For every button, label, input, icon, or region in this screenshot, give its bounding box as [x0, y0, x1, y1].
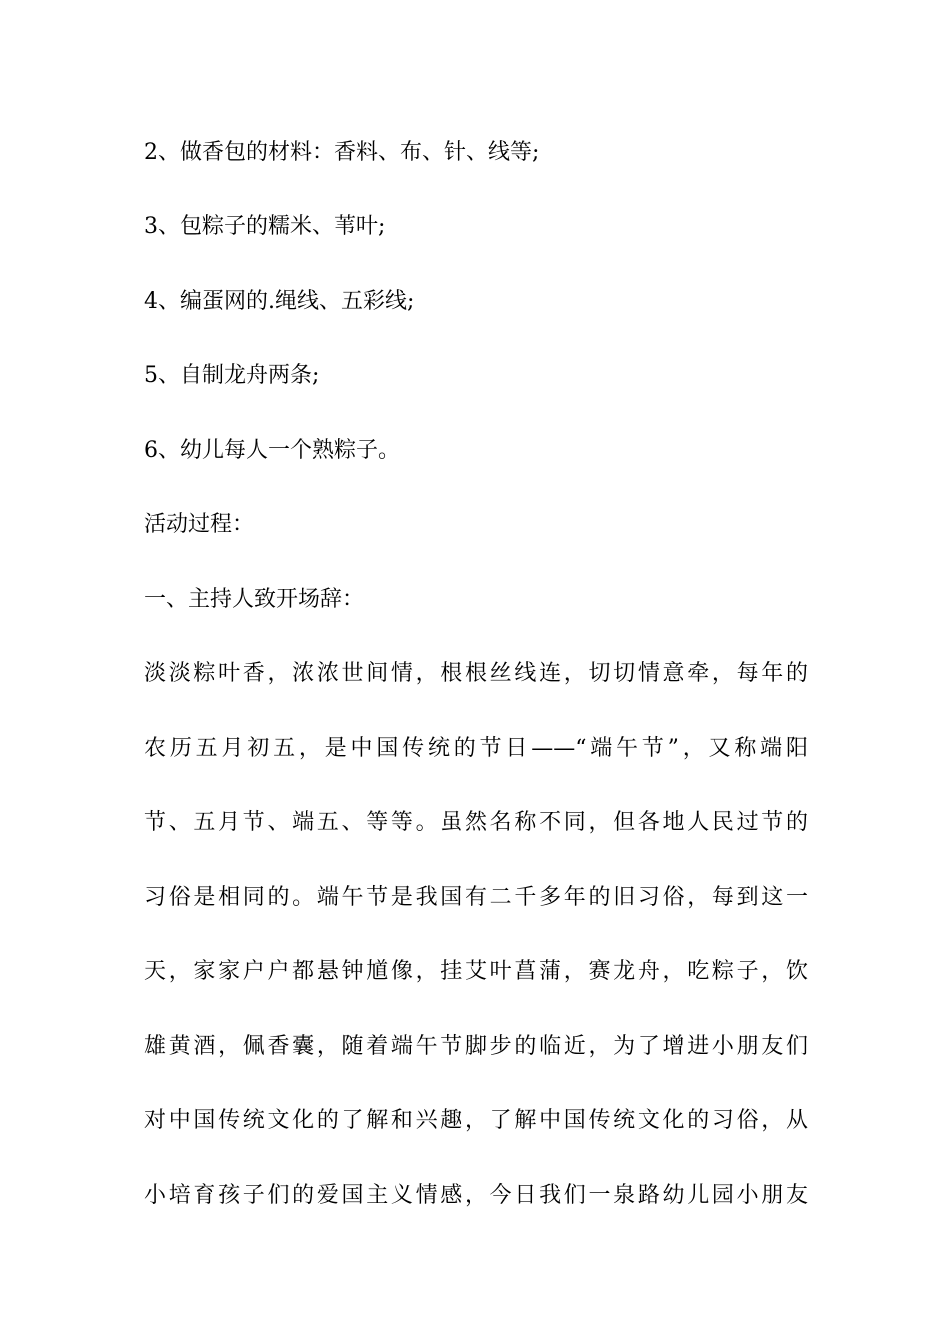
list-item-cooked-zongzi: 6、幼儿每人一个熟粽子。 [144, 438, 400, 463]
paragraph-line: 雄黄酒，佩香囊，随着端午节脚步的临近，为了增进小朋友们 [144, 1034, 808, 1059]
list-item-egg-net-materials: 4、编蛋网的.绳线、五彩线; [144, 289, 415, 314]
paragraph-line: 农历五月初五，是中国传统的节日——“端午节”，又称端阳 [144, 736, 808, 761]
paragraph-line: 习俗是相同的。端午节是我国有二千多年的旧习俗，每到这一 [144, 885, 808, 910]
list-item-zongzi-materials: 3、包粽子的糯米、苇叶; [144, 214, 386, 239]
paragraph-line: 淡淡粽叶香，浓浓世间情，根根丝线连，切切情意牵，每年的 [144, 661, 808, 686]
section-heading: 活动过程： [144, 512, 255, 537]
paragraph-line: 对中国传统文化的了解和兴趣，了解中国传统文化的习俗，从 [144, 1108, 808, 1133]
paragraph-line: 小培育孩子们的爱国主义情感，今日我们一泉路幼儿园小朋友 [144, 1183, 808, 1208]
subsection-heading: 一、主持人致开场辞： [144, 587, 365, 612]
list-item-materials-sachet: 2、做香包的材料：香料、布、针、线等; [144, 140, 540, 165]
paragraph-line: 天，家家户户都悬钟馗像，挂艾叶菖蒲，赛龙舟，吃粽子，饮 [144, 959, 808, 984]
list-item-dragon-boats: 5、自制龙舟两条; [144, 363, 320, 388]
paragraph-line: 节、五月节、端五、等等。虽然名称不同，但各地人民过节的 [144, 810, 808, 835]
